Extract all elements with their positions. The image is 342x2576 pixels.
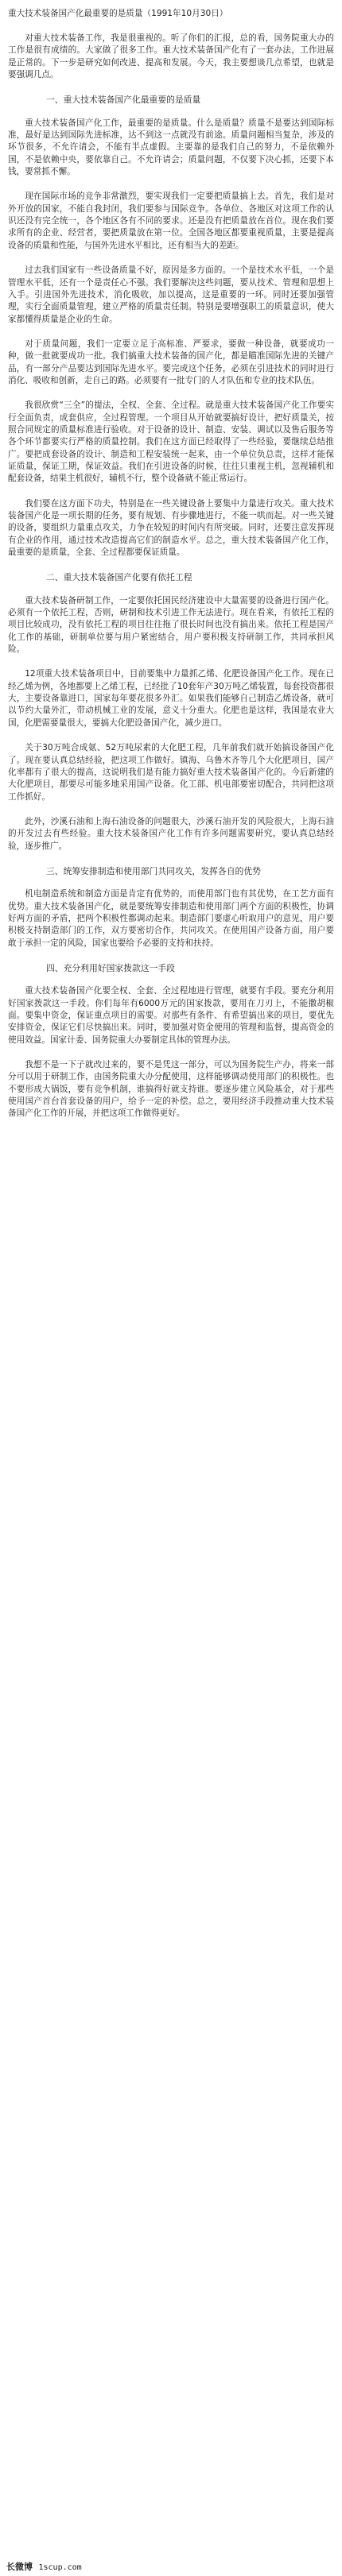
body-paragraph: 此外，沙溪石油和上海石油设备的问题很大，沙溪石油开发的风险很大，上海石油的开发过去有些经验。重大技术装备国产化工作有许多问题需要研究，要认真总结经验，逐步推广。 <box>8 816 334 851</box>
body-paragraph: 我想不是一下子就改过来的，要不是凭这一部分，可以为国务院生产办，将来一部分可以用于研制工作，由国务院重大办分配使用，这样能够调动使用部门的积极性。也不要形成大锅饭，要有竞争机制，谁搞得好就支持谁。要逐步建立风险基金，对于那些使用国产首台首套设备的用户，给予一定的补偿。总之，要用经济手段推动重大技术装备国产化工作的开展，并把这项工作做得更好。 <box>8 1060 334 1119</box>
body-paragraph: 12项重大技术装备项目中，目前要集中力量抓乙烯、化肥设备国产化工作。现在已经乙烯为例，各地都要上乙烯工程，已经批了10套年产30万吨乙烯装置，每套投资都很大，主要设备靠进口，国家每年要花很多外汇。如果我们能够自己制造乙烯设备，就可以节约大量外汇，带动机械工业的发展，意义十分重大。化肥也是这样，我国是农业大国，化肥需要量很大，要搞大化肥设备国产化，减少进口。 <box>8 669 334 728</box>
body-paragraph: 对重大技术装备工作，我是很重视的。听了你们的汇报，总的看，国务院重大办的工作是很有成绩的。大家做了很多工作。重大技术装备国产化有了一套办法，工作进展是正常的。下一步是研究如何改进、提高和发展。今天，我主要想谈几点希望，也就是要强调几点。 <box>8 33 334 80</box>
body-paragraph: 重大技术装备国产化工作，最重要的是质量。什么是质量？质量不是要达到国际标准，最好是达到国际先进标准，达不到这一点就没有前途。质量问题相当复杂，涉及的环节很多，不允许请会，不能有半点虚假。主要靠的是我们自己的努力，不是依赖外国，不是依赖中央，要依靠自己。不允许请会；质量问题，不仅要下决心抓，还要下本钱，要常抓不懈。 <box>8 118 334 177</box>
paragraph-list <box>8 33 334 1120</box>
body-paragraph: 过去我们国家有一些设备质量不好，原因是多方面的。一个是技术水平低，一个是管理水平低，还有一个是责任心不强。我们要解决这些问题，要从技术、管理和思想上入手。引进国外先进技术，消化吸收，加以提高，这是重要的一环。同时还要加强管理，实行全面质量管理，建立严格的质量责任制。特别是要增强职工的质量意识，使大家都懂得质量是企业的生命。 <box>8 265 334 324</box>
section-heading: 一、重大技术装备国产化最重要的是质量 <box>46 95 201 106</box>
watermark-site: 1scup.com <box>38 2563 82 2572</box>
body-paragraph: 机电制造系统和制造方面是肯定有优势的，而使用部门也有其优势，在工艺方面有优势。重大技术装备国产化，就是要统筹安排制造和使用部门两个方面的积极性，协调好两方面的矛盾，把两个积极性都调动起来。制造部门要虚心听取用户的意见，用户要积极支持制造部门的工作，双方要密切合作，共同攻关。在使用国产设备方面，用户要敢于承担一定的风险，国家也要给予必要的支持和扶持。 <box>8 889 334 948</box>
body-paragraph: 现在国际市场的竞争非常激烈，要实现我们一定要把质量搞上去。首先，我们是对外开放的国家，不能自我封闭，我们要参与国际竞争。各单位、各地区对这项工作的认识还没有完全统一，各个地区各有不同的要求。还是没有把质量放在首位。现在我们要求所有的企业、经营者，要把质量放在第一位。全国各地区都要重视质量，主要是提高设备的质量和性能，与国外先进水平相比，还有相当大的差距。 <box>8 191 334 250</box>
body-paragraph: 对于质量问题，我们一定要立足于高标准、严要求，要做一种设备，就要成功一种，做一批就要成功一批。我们搞重大技术装备的国产化，都是瞄准国际先进的关键产品，有一部分产品要达到国际先进水平。要完成这个任务，必须在引进技术的同时进行消化、吸收和创新，走自己的路。必须要有一批专门的人才队伍和专业的技术队伍。 <box>8 338 334 385</box>
body-paragraph: 重大技术装备国产化要全权、全套、全过程地进行管理，就要有手段。要充分利用好国家拨款这一手段。你们每年有6000万元的国家拨款，要用在刀刃上，不能撒胡椒面。要集中资金，保证重点项目的需要。对那些有条件、有希望搞出来的项目，要优先安排资金，保证它们尽快搞出来。同时，要加强对资金使用的管理和监督，提高资金的使用效益。国家计委、国务院重大办要制定具体的管理办法。 <box>8 986 334 1045</box>
watermark <box>0 2557 342 2576</box>
body-paragraph: 我很欣赏“三全”的提法，全权、全套、全过程。就是重大技术装备国产化工作要实行全面负责，成套供应，全过程管理。一个项目从开始就要搞好设计，把好质量关，按照合同规定的质量标准进行验收。对于设备的设计、制造、安装、调试以及售后服务等各个环节都要实行严格的质量控制。我们在这方面已经取得了一些经验，要继续总结推广。要把成套设备的设计、制造和工程安装统一起来，由一个单位负总责，这样才能保证质量，保证工期，保证效益。我们在引进设备的时候，往往只重视主机，忽视辅机和配套设备，结果主机很好，辅机不行，整个设备就不能正常运行。 <box>8 400 334 484</box>
document-title: 重大技术装备国产化最重要的是质量（1991年10月30日） <box>8 9 228 18</box>
body-paragraph: 关于30万吨合成氨、52万吨尿素的大化肥工程，几年前我们就开始搞设备国产化了。现在要认真总结经验，把这项工作做好。镇海、乌鲁木齐等几个大化肥项目，国产化率都有了很大的提高，这说明我们是有能力搞好重大技术装备国产化的。今后新建的大化肥项目，都要尽可能多地采用国产设备。化工部、机电部要密切配合，共同把这项工作抓好。 <box>8 743 334 802</box>
body-paragraph: 我们要在这方面下功夫，特别是在一些关键设备上要集中力量进行攻关。重大技术装备国产化是一项长期的任务，要有规划、有步骤地进行，不能一哄而起。对一些关键的设备，要组织力量重点攻关，力争在较短的时间内有所突破。同时，还要注意发挥现有企业的作用，通过技术改造提高它们的制造水平。总之，重大技术装备国产化工作，最重要的是质量，全套、全过程都要保证质量。 <box>8 498 334 558</box>
section-heading: 三、统筹安排制造和使用部门共同攻关，发挥各自的优势 <box>46 865 261 876</box>
section-heading: 二、重大技术装备国产化要有依托工程 <box>46 572 192 583</box>
body-paragraph: 重大技术装备研制工作，一定要依托国民经济建设中大量需要的设备进行国产化。必须有一个依托工程，否则，研制和技术引进工作无法进行。现在看来，有依托工程的项目比较成功，没有依托工程的项目往往拖了很长时间也没有搞出来。依托工程是国产化工作的基础，研制单位要与用户紧密结合，用户要积极支持研制工作，共同承担风险。 <box>8 595 334 655</box>
section-heading: 四、充分利用好国家拨款这一手段 <box>46 962 175 973</box>
watermark-name: 长微博 <box>6 2562 33 2572</box>
